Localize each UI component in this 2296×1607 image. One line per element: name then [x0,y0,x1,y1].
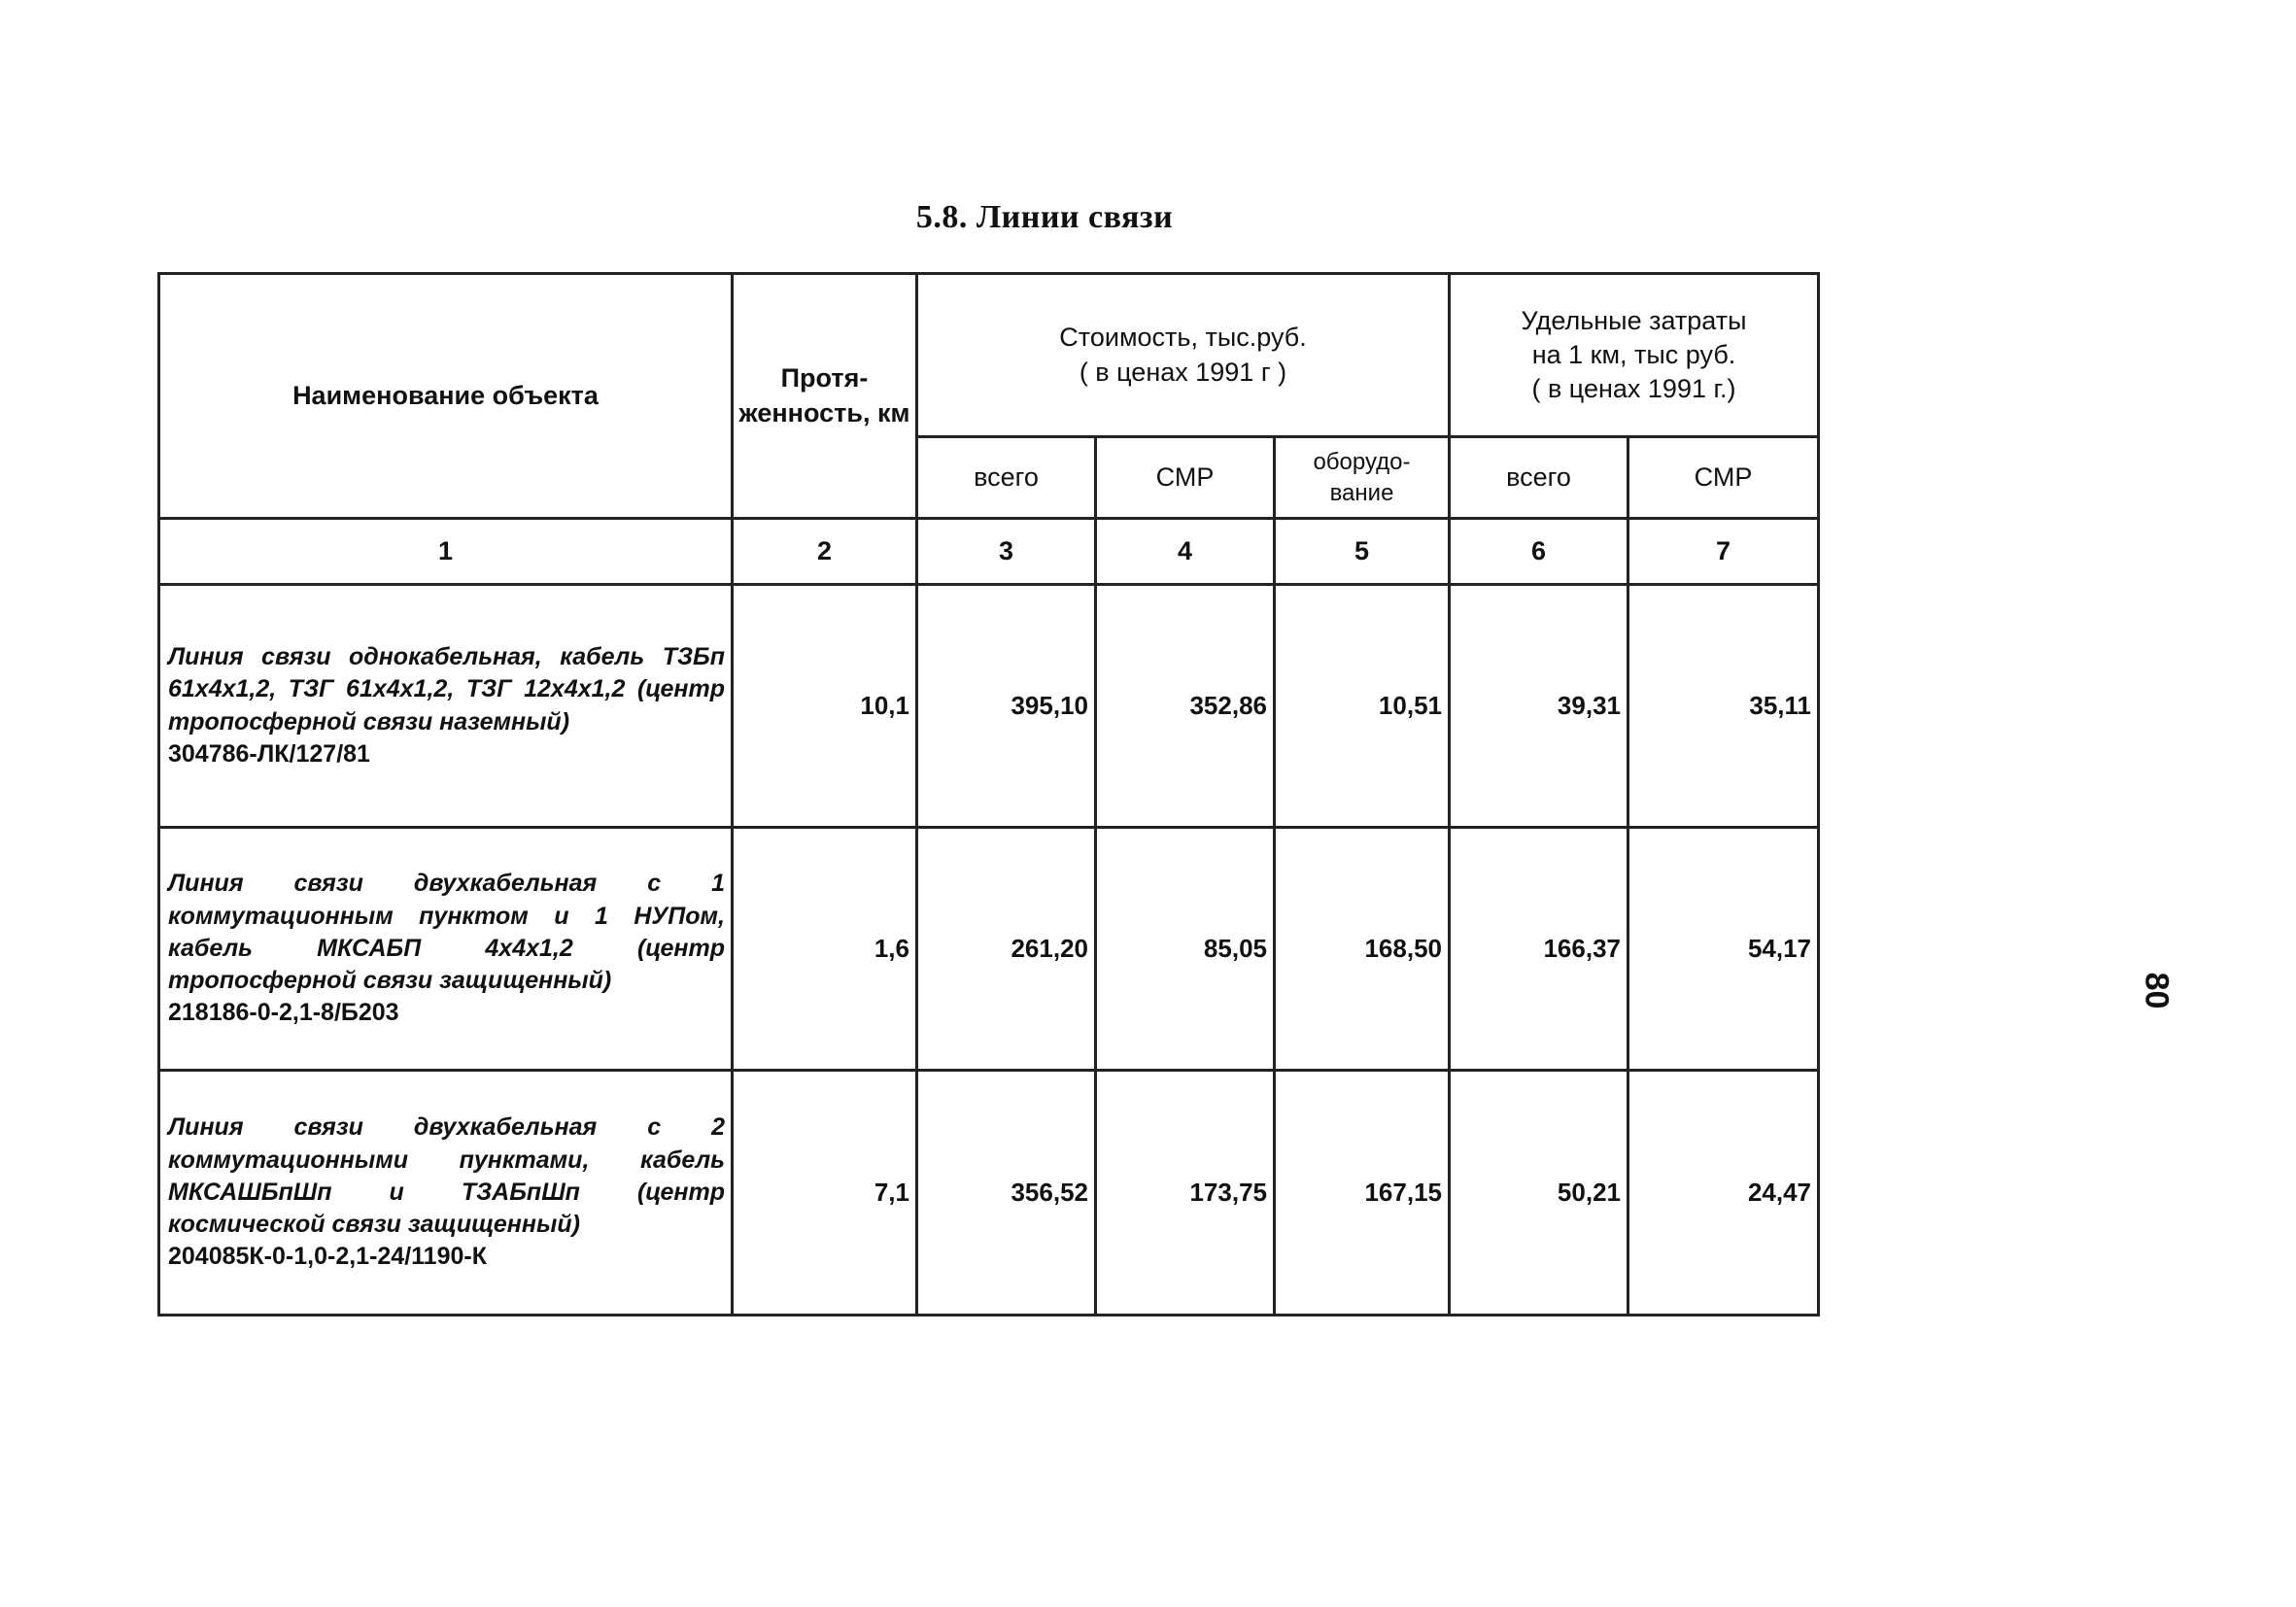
header-cost-equipment-label: оборудо- вание [1313,449,1411,506]
column-number: 6 [1450,519,1628,585]
table-row [159,585,1819,828]
column-number: 4 [1096,519,1275,585]
cost-smr-value: 85,05 [1096,828,1275,1071]
cost-table [157,272,1820,1316]
column-number: 5 [1275,519,1450,585]
cost-smr-value: 173,75 [1096,1071,1275,1316]
cost-total-value: 395,10 [917,585,1096,828]
column-numbers-row [159,519,1819,585]
object-name: Линия связи двухкабельная с 1 коммутационным пунктом и 1 НУПом, кабель МКСАБП 4х4х1,2 (центр тропосферной связи защищенный) [168,870,725,995]
header-cost-total: всего [917,437,1096,519]
table-row [159,828,1819,1071]
header-unit-smr: СМР [1628,437,1819,519]
cost-total-value: 261,20 [917,828,1096,1071]
object-name: Линия связи двухкабельная с 2 коммутационными пунктами, кабель МКСАШБпШп и ТЗАБпШп (центр космической связи защищенный) [168,1113,725,1239]
column-number: 2 [733,519,917,585]
cost-equipment-value: 168,50 [1275,828,1450,1071]
cost-smr-value: 352,86 [1096,585,1275,828]
header-cost-label: Стоимость, тыс.руб. ( в ценах 1991 г ) [1059,323,1307,387]
unit-smr-value: 54,17 [1628,828,1819,1071]
length-value: 1,6 [733,828,917,1071]
header-cost [917,274,1450,437]
unit-smr-value: 35,11 [1628,585,1819,828]
table-row [159,1071,1819,1316]
object-name-cell [159,585,733,828]
object-code: 218186-0-2,1-8/Б203 [168,999,399,1027]
column-number: 3 [917,519,1096,585]
column-number: 1 [159,519,733,585]
unit-total-value: 166,37 [1450,828,1628,1071]
header-row-1 [159,274,1819,437]
header-name-label: Наименование объекта [292,380,599,410]
object-name-cell [159,828,733,1071]
header-unit-total: всего [1450,437,1628,519]
header-cost-equipment [1275,437,1450,519]
page-number: 80 [2138,972,2176,1009]
unit-total-value: 50,21 [1450,1071,1628,1316]
header-name [159,274,733,519]
unit-total-value: 39,31 [1450,585,1628,828]
page-title: 5.8. Линии связи [915,199,1174,235]
cost-total-value: 356,52 [917,1071,1096,1316]
header-unit [1450,274,1819,437]
cost-equipment-value: 167,15 [1275,1071,1450,1316]
object-code: 304786-ЛК/127/81 [168,739,370,768]
object-name-cell [159,1071,733,1316]
header-length-label: Протя- женность, км [738,363,910,427]
object-code: 204085К-0-1,0-2,1-24/1190-К [168,1243,487,1271]
length-value: 10,1 [733,585,917,828]
object-name: Линия связи однокабельная, кабель ТЗБп 61х4х1,2, ТЗГ 61х4х1,2, ТЗГ 12х4х1,2 (центр тропосферной связи наземный) [168,643,725,735]
unit-smr-value: 24,47 [1628,1071,1819,1316]
header-cost-smr: СМР [1096,437,1275,519]
length-value: 7,1 [733,1071,917,1316]
header-length [733,274,917,519]
header-unit-label: Удельные затраты на 1 км, тыс руб. ( в ценах 1991 г.) [1521,305,1747,404]
cost-equipment-value: 10,51 [1275,585,1450,828]
column-number: 7 [1628,519,1819,585]
